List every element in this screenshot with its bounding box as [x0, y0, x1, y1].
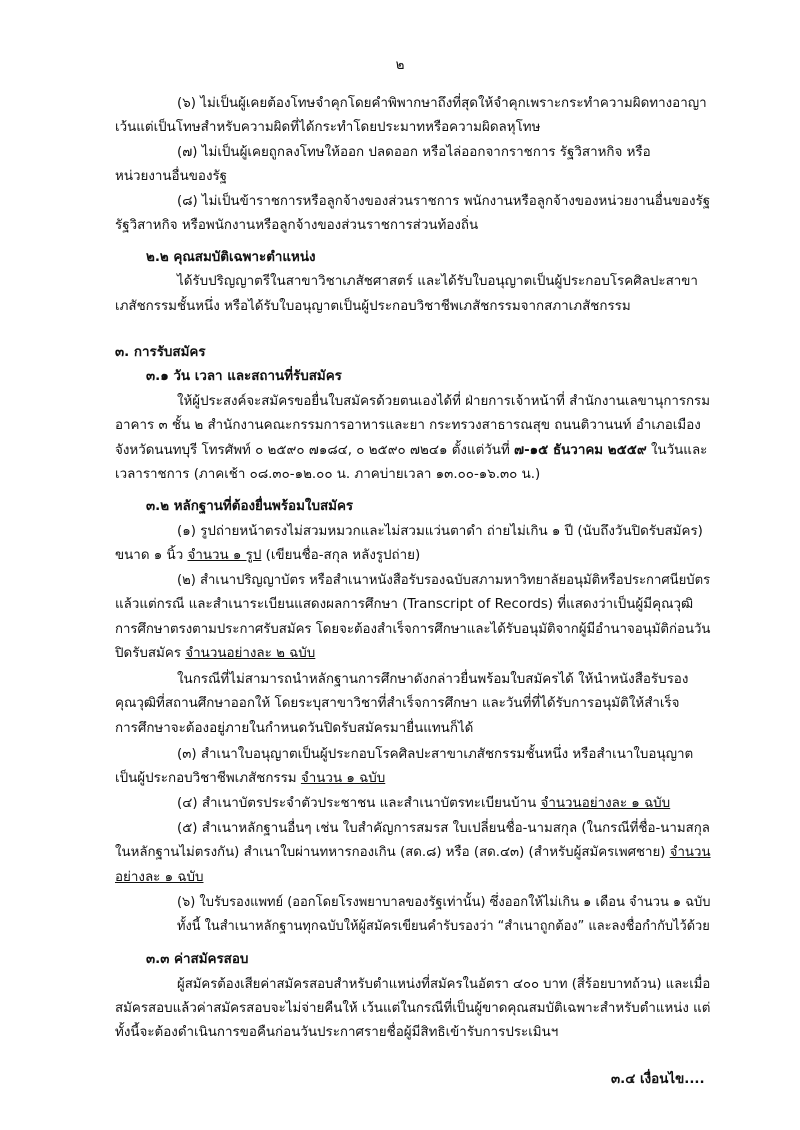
paragraph-line: ทั้งนี้จะต้องดำเนินการขอคืนก่อนวันประกาศรายชื่อผู้มีสิทธิเข้ารับการประเมินฯ	[115, 1025, 559, 1040]
paragraph-line: ปิดรับสมัคร จำนวนอย่างละ ๒ ฉบับ	[115, 646, 316, 661]
paragraph-line: หน่วยงานอื่นของรัฐ	[115, 169, 228, 184]
paragraph-line: สมัครสอบแล้วค่าสมัครสอบจะไม่จ่ายคืนให้ เว้นแต่ในกรณีที่เป็นผู้ขาดคุณสมบัติเฉพาะสำหรับตำแหน่ง แต่	[115, 1001, 711, 1016]
paragraph-line: (๒) สำเนาปริญญาบัตร หรือสำเนาหนังสือรับรองฉบับสภามหาวิทยาลัยอนุมัติหรือประกาศนียบัตร	[177, 573, 711, 588]
paragraph-line: อย่างละ ๑ ฉบับ	[115, 870, 204, 885]
paragraph-line: จังหวัดนนทบุรี โทรศัพท์ ๐ ๒๕๙๐ ๗๑๘๔, ๐ ๒๕๙๐ ๗๒๔๑ ตั้งแต่วันที่ ๗-๑๕ ธันวาคม ๒๕๕๙ ในวันและ	[115, 443, 708, 458]
paragraph-line: (๗) ไม่เป็นผู้เคยถูกลงโทษให้ออก ปลดออก หรือไล่ออกจากราชการ รัฐวิสาหกิจ หรือ	[177, 145, 651, 160]
paragraph-line: (๑) รูปถ่ายหน้าตรงไม่สวมหมวกและไม่สวมแว่นตาดำ ถ่ายไม่เกิน ๑ ปี (นับถึงวันปิดรับสมัคร)	[177, 524, 703, 539]
paragraph-line: ผู้สมัครต้องเสียค่าสมัครสอบสำหรับตำแหน่งที่สมัครในอัตรา ๔๐๐ บาท (สี่ร้อยบาทถ้วน) และเมื่อ	[177, 977, 711, 992]
paragraph-line: ได้รับปริญญาตรีในสาขาวิชาเภสัชศาสตร์ และได้รับใบอนุญาตเป็นผู้ประกอบโรคศิลปะสาขา	[177, 274, 698, 289]
paragraph-line: แล้วแต่กรณี และสำเนาระเบียนแสดงผลการศึกษา (Transcript of Records) ที่แสดงว่าเป็นผู้มีคุณวุฒิ	[115, 597, 694, 612]
section-heading: ๓.๓ ค่าสมัครสอบ	[146, 952, 249, 967]
paragraph-line: การศึกษาจะต้องอยู่ภายในกำหนดวันปิดรับสมัครมายื่นแทนก็ได้	[115, 721, 474, 736]
paragraph-line: เภสัชกรรมชั้นหนึ่ง หรือได้รับใบอนุญาตเป็นผู้ประกอบวิชาชีพเภสัชกรรมจากสภาเภสัชกรรม	[115, 299, 631, 314]
paragraph-line: ให้ผู้ประสงค์จะสมัครขอยื่นใบสมัครด้วยตนเองได้ที่ ฝ่ายการเจ้าหน้าที่ สำนักงานเลขานุการกรม	[177, 394, 710, 409]
paragraph-line: (๖) ไม่เป็นผู้เคยต้องโทษจำคุกโดยคำพิพากษาถึงที่สุดให้จำคุกเพราะกระทำความผิดทางอาญา	[177, 96, 707, 111]
paragraph-line: ในหลักฐานไม่ตรงกัน) สำเนาใบผ่านทหารกองเกิน (สด.๘) หรือ (สด.๔๓) (สำหรับผู้สมัครเพศชาย) จำนวน	[115, 845, 711, 860]
paragraph-line: ขนาด ๑ นิ้ว จำนวน ๑ รูป (เขียนชื่อ-สกุล หลังรูปถ่าย)	[115, 548, 421, 563]
paragraph-line: อาคาร ๓ ชั้น ๒ สำนักงานคณะกรรมการอาหารและยา กระทรวงสาธารณสุข ถนนติวานนท์ อำเภอเมือง	[115, 418, 701, 433]
paragraph-line: ในกรณีที่ไม่สามารถนำหลักฐานการศึกษาดังกล่าวยื่นพร้อมใบสมัครได้ ให้นำหนังสือรับรอง	[177, 672, 689, 687]
section-heading: ๓.๒ หลักฐานที่ต้องยื่นพร้อมใบสมัคร	[146, 499, 354, 514]
paragraph-line: เว้นแต่เป็นโทษสำหรับความผิดที่ได้กระทำโดยประมาทหรือความผิดลหุโทษ	[115, 120, 541, 135]
paragraph-line: เวลาราชการ (ภาคเช้า ๐๘.๓๐-๑๒.๐๐ น. ภาคบ่ายเวลา ๑๓.๐๐-๑๖.๓๐ น.)	[115, 467, 541, 482]
paragraph-line: (๔) สำเนาบัตรประจำตัวประชาชน และสำเนาบัตรทะเบียนบ้าน จำนวนอย่างละ ๑ ฉบับ	[177, 796, 671, 811]
continuation-marker: ๓.๔ เงื่อนไข....	[611, 1072, 705, 1087]
section-heading: ๓. การรับสมัคร	[115, 345, 206, 360]
paragraph-line: รัฐวิสาหกิจ หรือพนักงานหรือลูกจ้างของส่วนราชการส่วนท้องถิ่น	[115, 218, 479, 233]
section-heading: ๒.๒ คุณสมบัติเฉพาะตำแหน่ง	[146, 250, 316, 265]
paragraph-line: (๘) ไม่เป็นข้าราชการหรือลูกจ้างของส่วนราชการ พนักงานหรือลูกจ้างของหน่วยงานอื่นของรัฐ	[177, 194, 711, 209]
paragraph-line: การศึกษาตรงตามประกาศรับสมัคร โดยจะต้องสำเร็จการศึกษาและได้รับอนุมัติจากผู้มีอำนาจอนุมัติก่อนวัน	[115, 622, 711, 637]
paragraph-line: เป็นผู้ประกอบวิชาชีพเภสัชกรรม จำนวน ๑ ฉบับ	[115, 771, 386, 786]
paragraph-line: (๓) สำเนาใบอนุญาตเป็นผู้ประกอบโรคศิลปะสาขาเภสัชกรรมชั้นหนึ่ง หรือสำเนาใบอนุญาต	[177, 747, 694, 762]
section-heading: ๓.๑ วัน เวลา และสถานที่รับสมัคร	[146, 369, 342, 384]
paragraph-line: (๕) สำเนาหลักฐานอื่นๆ เช่น ใบสำคัญการสมรส ใบเปลี่ยนชื่อ-นามสกุล (ในกรณีที่ชื่อ-นามสกุล	[177, 821, 710, 836]
paragraph-line: ทั้งนี้ ในสำเนาหลักฐานทุกฉบับให้ผู้สมัครเขียนคำรับรองว่า “สำเนาถูกต้อง” และลงชื่อกำกับไว้ด้วย	[177, 919, 710, 934]
page-number: ๒	[395, 58, 405, 73]
paragraph-line: คุณวุฒิที่สถานศึกษาออกให้ โดยระบุสาขาวิชาที่สำเร็จการศึกษา และวันที่ที่ได้รับการอนุมัติให้สำเร็จ	[115, 696, 680, 711]
paragraph-line: (๖) ใบรับรองแพทย์ (ออกโดยโรงพยาบาลของรัฐเท่านั้น) ซึ่งออกให้ไม่เกิน ๑ เดือน จำนวน ๑ ฉบับ	[177, 895, 711, 910]
